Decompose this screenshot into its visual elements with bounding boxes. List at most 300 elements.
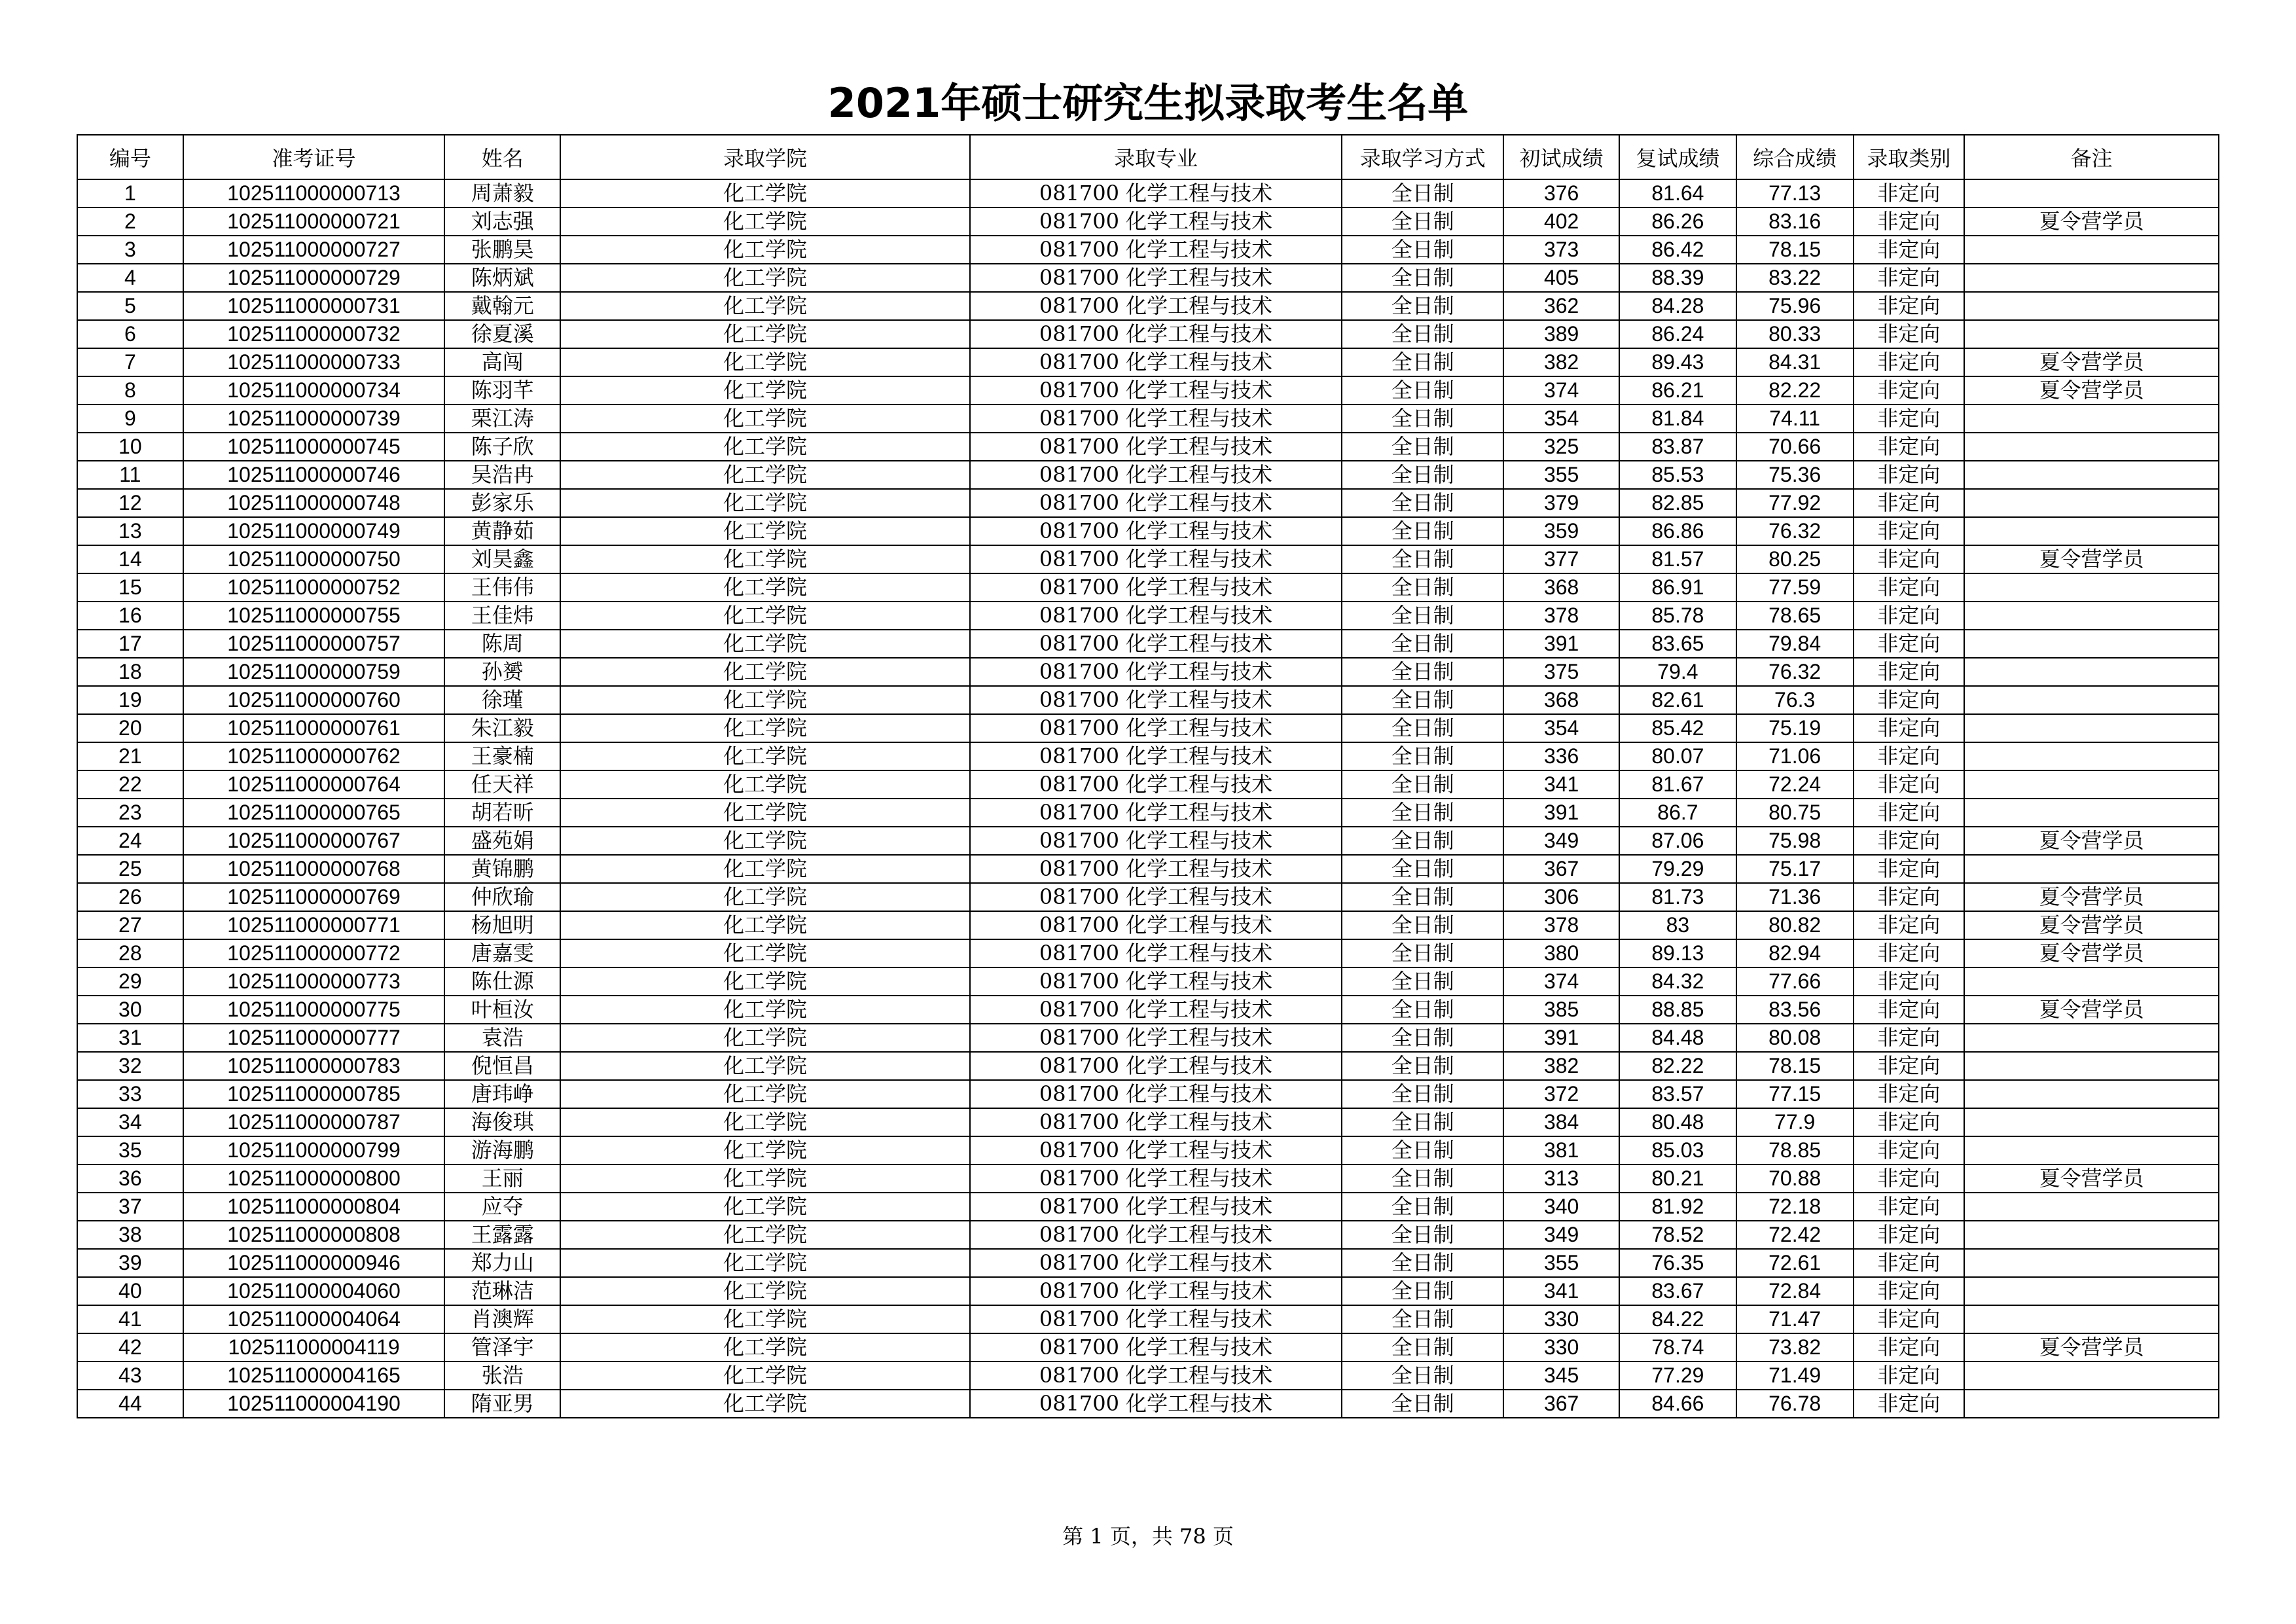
cell-study-mode: 全日制 xyxy=(1342,1333,1503,1362)
cell-exam-id: 102511000000745 xyxy=(183,433,445,461)
cell-remark xyxy=(1964,433,2219,461)
cell-study-mode: 全日制 xyxy=(1342,348,1503,376)
cell-name: 陈羽芊 xyxy=(444,376,560,405)
cell-remark xyxy=(1964,517,2219,545)
cell-number: 43 xyxy=(77,1362,183,1390)
cell-category: 非定向 xyxy=(1854,208,1965,236)
cell-number: 20 xyxy=(77,714,183,742)
cell-remark xyxy=(1964,686,2219,714)
header-remark: 备注 xyxy=(1964,135,2219,179)
cell-college: 化工学院 xyxy=(560,799,970,827)
cell-remark xyxy=(1964,1080,2219,1108)
cell-name: 范琳洁 xyxy=(444,1277,560,1305)
cell-major: 081700 化学工程与技术 xyxy=(970,1390,1342,1418)
header-exam-id: 准考证号 xyxy=(183,135,445,179)
cell-total-score: 79.84 xyxy=(1736,630,1854,658)
cell-study-mode: 全日制 xyxy=(1342,1164,1503,1193)
cell-remark xyxy=(1964,1277,2219,1305)
table-row xyxy=(77,911,2219,939)
cell-category: 非定向 xyxy=(1854,489,1965,517)
cell-major: 081700 化学工程与技术 xyxy=(970,1193,1342,1221)
cell-major: 081700 化学工程与技术 xyxy=(970,1024,1342,1052)
cell-number: 17 xyxy=(77,630,183,658)
cell-prelim-score: 330 xyxy=(1503,1305,1619,1333)
cell-remark xyxy=(1964,658,2219,686)
cell-remark xyxy=(1964,770,2219,799)
cell-category: 非定向 xyxy=(1854,1080,1965,1108)
cell-prelim-score: 402 xyxy=(1503,208,1619,236)
cell-prelim-score: 382 xyxy=(1503,348,1619,376)
cell-prelim-score: 374 xyxy=(1503,376,1619,405)
header-prelim-score: 初试成绩 xyxy=(1503,135,1619,179)
cell-name: 胡若昕 xyxy=(444,799,560,827)
cell-exam-id: 102511000000772 xyxy=(183,939,445,967)
cell-total-score: 83.22 xyxy=(1736,264,1854,292)
table-row xyxy=(77,1249,2219,1277)
cell-exam-id: 102511000000808 xyxy=(183,1221,445,1249)
cell-exam-id: 102511000000713 xyxy=(183,179,445,208)
cell-category: 非定向 xyxy=(1854,1052,1965,1080)
table-row xyxy=(77,630,2219,658)
cell-total-score: 76.78 xyxy=(1736,1390,1854,1418)
cell-number: 2 xyxy=(77,208,183,236)
cell-retest-score: 83.87 xyxy=(1619,433,1736,461)
header-study-mode: 录取学习方式 xyxy=(1342,135,1503,179)
cell-number: 38 xyxy=(77,1221,183,1249)
cell-college: 化工学院 xyxy=(560,1108,970,1136)
table-row xyxy=(77,939,2219,967)
cell-number: 11 xyxy=(77,461,183,489)
cell-total-score: 71.47 xyxy=(1736,1305,1854,1333)
cell-major: 081700 化学工程与技术 xyxy=(970,1136,1342,1164)
cell-prelim-score: 391 xyxy=(1503,1024,1619,1052)
table-row xyxy=(77,967,2219,996)
cell-exam-id: 102511000000777 xyxy=(183,1024,445,1052)
cell-total-score: 80.08 xyxy=(1736,1024,1854,1052)
cell-total-score: 72.24 xyxy=(1736,770,1854,799)
cell-prelim-score: 372 xyxy=(1503,1080,1619,1108)
cell-remark xyxy=(1964,179,2219,208)
cell-study-mode: 全日制 xyxy=(1342,855,1503,883)
cell-remark xyxy=(1964,461,2219,489)
cell-retest-score: 86.24 xyxy=(1619,320,1736,348)
cell-category: 非定向 xyxy=(1854,1024,1965,1052)
cell-category: 非定向 xyxy=(1854,855,1965,883)
cell-retest-score: 80.21 xyxy=(1619,1164,1736,1193)
cell-remark: 夏令营学员 xyxy=(1964,883,2219,911)
table-row xyxy=(77,573,2219,602)
cell-number: 15 xyxy=(77,573,183,602)
cell-study-mode: 全日制 xyxy=(1342,179,1503,208)
cell-remark: 夏令营学员 xyxy=(1964,996,2219,1024)
cell-study-mode: 全日制 xyxy=(1342,1362,1503,1390)
cell-remark xyxy=(1964,573,2219,602)
table-row xyxy=(77,1164,2219,1193)
cell-total-score: 77.15 xyxy=(1736,1080,1854,1108)
cell-category: 非定向 xyxy=(1854,405,1965,433)
header-name: 姓名 xyxy=(444,135,560,179)
cell-study-mode: 全日制 xyxy=(1342,292,1503,320)
cell-exam-id: 102511000000767 xyxy=(183,827,445,855)
cell-remark: 夏令营学员 xyxy=(1964,1333,2219,1362)
cell-major: 081700 化学工程与技术 xyxy=(970,405,1342,433)
cell-major: 081700 化学工程与技术 xyxy=(970,911,1342,939)
cell-name: 吴浩冉 xyxy=(444,461,560,489)
cell-exam-id: 102511000004060 xyxy=(183,1277,445,1305)
cell-college: 化工学院 xyxy=(560,1024,970,1052)
cell-retest-score: 89.43 xyxy=(1619,348,1736,376)
cell-total-score: 71.06 xyxy=(1736,742,1854,770)
cell-major: 081700 化学工程与技术 xyxy=(970,714,1342,742)
cell-name: 唐嘉雯 xyxy=(444,939,560,967)
cell-remark xyxy=(1964,320,2219,348)
cell-category: 非定向 xyxy=(1854,1333,1965,1362)
cell-remark xyxy=(1964,405,2219,433)
cell-category: 非定向 xyxy=(1854,799,1965,827)
cell-name: 徐夏溪 xyxy=(444,320,560,348)
cell-number: 40 xyxy=(77,1277,183,1305)
cell-number: 25 xyxy=(77,855,183,883)
cell-total-score: 78.15 xyxy=(1736,1052,1854,1080)
cell-study-mode: 全日制 xyxy=(1342,517,1503,545)
cell-remark xyxy=(1964,1052,2219,1080)
cell-name: 黄锦鹏 xyxy=(444,855,560,883)
cell-college: 化工学院 xyxy=(560,1164,970,1193)
cell-study-mode: 全日制 xyxy=(1342,742,1503,770)
cell-name: 高闯 xyxy=(444,348,560,376)
cell-remark xyxy=(1964,799,2219,827)
cell-study-mode: 全日制 xyxy=(1342,714,1503,742)
table-row xyxy=(77,799,2219,827)
cell-prelim-score: 382 xyxy=(1503,1052,1619,1080)
cell-category: 非定向 xyxy=(1854,376,1965,405)
table-row xyxy=(77,742,2219,770)
cell-exam-id: 102511000000749 xyxy=(183,517,445,545)
cell-college: 化工学院 xyxy=(560,1249,970,1277)
table-row xyxy=(77,883,2219,911)
cell-college: 化工学院 xyxy=(560,967,970,996)
cell-retest-score: 86.7 xyxy=(1619,799,1736,827)
cell-number: 13 xyxy=(77,517,183,545)
cell-name: 彭家乐 xyxy=(444,489,560,517)
cell-college: 化工学院 xyxy=(560,714,970,742)
cell-study-mode: 全日制 xyxy=(1342,799,1503,827)
cell-study-mode: 全日制 xyxy=(1342,602,1503,630)
cell-study-mode: 全日制 xyxy=(1342,911,1503,939)
cell-retest-score: 85.42 xyxy=(1619,714,1736,742)
cell-major: 081700 化学工程与技术 xyxy=(970,996,1342,1024)
cell-name: 刘昊鑫 xyxy=(444,545,560,573)
cell-name: 管泽宇 xyxy=(444,1333,560,1362)
header-major: 录取专业 xyxy=(970,135,1342,179)
cell-prelim-score: 391 xyxy=(1503,799,1619,827)
cell-retest-score: 82.85 xyxy=(1619,489,1736,517)
cell-total-score: 75.36 xyxy=(1736,461,1854,489)
cell-number: 1 xyxy=(77,179,183,208)
cell-college: 化工学院 xyxy=(560,405,970,433)
cell-retest-score: 82.22 xyxy=(1619,1052,1736,1080)
cell-name: 朱江毅 xyxy=(444,714,560,742)
cell-number: 37 xyxy=(77,1193,183,1221)
cell-remark xyxy=(1964,1193,2219,1221)
cell-total-score: 82.94 xyxy=(1736,939,1854,967)
cell-college: 化工学院 xyxy=(560,1052,970,1080)
cell-total-score: 76.32 xyxy=(1736,658,1854,686)
cell-retest-score: 89.13 xyxy=(1619,939,1736,967)
cell-number: 27 xyxy=(77,911,183,939)
table-row xyxy=(77,996,2219,1024)
cell-major: 081700 化学工程与技术 xyxy=(970,799,1342,827)
cell-name: 王豪楠 xyxy=(444,742,560,770)
cell-name: 王露露 xyxy=(444,1221,560,1249)
cell-remark: 夏令营学员 xyxy=(1964,1164,2219,1193)
cell-number: 26 xyxy=(77,883,183,911)
cell-total-score: 75.98 xyxy=(1736,827,1854,855)
cell-remark xyxy=(1964,602,2219,630)
cell-retest-score: 84.32 xyxy=(1619,967,1736,996)
table-row xyxy=(77,855,2219,883)
cell-number: 30 xyxy=(77,996,183,1024)
cell-major: 081700 化学工程与技术 xyxy=(970,1221,1342,1249)
cell-name: 游海鹏 xyxy=(444,1136,560,1164)
cell-remark: 夏令营学员 xyxy=(1964,827,2219,855)
cell-category: 非定向 xyxy=(1854,996,1965,1024)
cell-study-mode: 全日制 xyxy=(1342,967,1503,996)
cell-name: 倪恒昌 xyxy=(444,1052,560,1080)
cell-retest-score: 82.61 xyxy=(1619,686,1736,714)
cell-college: 化工学院 xyxy=(560,376,970,405)
cell-category: 非定向 xyxy=(1854,348,1965,376)
cell-category: 非定向 xyxy=(1854,686,1965,714)
cell-study-mode: 全日制 xyxy=(1342,1080,1503,1108)
cell-study-mode: 全日制 xyxy=(1342,1305,1503,1333)
cell-remark xyxy=(1964,1305,2219,1333)
cell-major: 081700 化学工程与技术 xyxy=(970,1305,1342,1333)
cell-retest-score: 86.26 xyxy=(1619,208,1736,236)
table-row xyxy=(77,1305,2219,1333)
cell-prelim-score: 367 xyxy=(1503,1390,1619,1418)
cell-total-score: 77.59 xyxy=(1736,573,1854,602)
cell-major: 081700 化学工程与技术 xyxy=(970,1277,1342,1305)
cell-college: 化工学院 xyxy=(560,461,970,489)
cell-number: 33 xyxy=(77,1080,183,1108)
cell-total-score: 78.15 xyxy=(1736,236,1854,264)
cell-total-score: 76.3 xyxy=(1736,686,1854,714)
cell-college: 化工学院 xyxy=(560,1221,970,1249)
cell-category: 非定向 xyxy=(1854,911,1965,939)
cell-name: 肖澳辉 xyxy=(444,1305,560,1333)
cell-total-score: 72.18 xyxy=(1736,1193,1854,1221)
cell-retest-score: 86.42 xyxy=(1619,236,1736,264)
cell-category: 非定向 xyxy=(1854,1193,1965,1221)
cell-number: 29 xyxy=(77,967,183,996)
cell-name: 隋亚男 xyxy=(444,1390,560,1418)
cell-remark xyxy=(1964,967,2219,996)
cell-exam-id: 102511000000729 xyxy=(183,264,445,292)
cell-remark xyxy=(1964,489,2219,517)
cell-college: 化工学院 xyxy=(560,770,970,799)
table-row xyxy=(77,1024,2219,1052)
cell-total-score: 83.56 xyxy=(1736,996,1854,1024)
cell-name: 陈周 xyxy=(444,630,560,658)
cell-prelim-score: 340 xyxy=(1503,1193,1619,1221)
cell-study-mode: 全日制 xyxy=(1342,630,1503,658)
cell-exam-id: 102511000000775 xyxy=(183,996,445,1024)
cell-retest-score: 78.74 xyxy=(1619,1333,1736,1362)
cell-total-score: 80.82 xyxy=(1736,911,1854,939)
cell-prelim-score: 381 xyxy=(1503,1136,1619,1164)
cell-category: 非定向 xyxy=(1854,1108,1965,1136)
cell-category: 非定向 xyxy=(1854,602,1965,630)
cell-prelim-score: 306 xyxy=(1503,883,1619,911)
cell-name: 叶桓汝 xyxy=(444,996,560,1024)
cell-retest-score: 83.65 xyxy=(1619,630,1736,658)
page-title: 2021年硕士研究生拟录取考生名单 xyxy=(827,79,1469,127)
cell-remark xyxy=(1964,855,2219,883)
cell-category: 非定向 xyxy=(1854,827,1965,855)
cell-college: 化工学院 xyxy=(560,855,970,883)
cell-exam-id: 102511000000748 xyxy=(183,489,445,517)
cell-retest-score: 84.22 xyxy=(1619,1305,1736,1333)
table-row xyxy=(77,292,2219,320)
cell-major: 081700 化学工程与技术 xyxy=(970,433,1342,461)
cell-retest-score: 80.48 xyxy=(1619,1108,1736,1136)
cell-remark xyxy=(1964,630,2219,658)
table-row xyxy=(77,376,2219,405)
cell-study-mode: 全日制 xyxy=(1342,545,1503,573)
cell-major: 081700 化学工程与技术 xyxy=(970,461,1342,489)
cell-college: 化工学院 xyxy=(560,827,970,855)
cell-total-score: 70.88 xyxy=(1736,1164,1854,1193)
cell-total-score: 80.25 xyxy=(1736,545,1854,573)
cell-category: 非定向 xyxy=(1854,714,1965,742)
cell-college: 化工学院 xyxy=(560,911,970,939)
cell-study-mode: 全日制 xyxy=(1342,573,1503,602)
cell-remark xyxy=(1964,1362,2219,1390)
cell-category: 非定向 xyxy=(1854,630,1965,658)
cell-major: 081700 化学工程与技术 xyxy=(970,1052,1342,1080)
cell-prelim-score: 378 xyxy=(1503,911,1619,939)
cell-college: 化工学院 xyxy=(560,1193,970,1221)
cell-exam-id: 102511000000746 xyxy=(183,461,445,489)
cell-category: 非定向 xyxy=(1854,517,1965,545)
cell-retest-score: 83.67 xyxy=(1619,1277,1736,1305)
cell-major: 081700 化学工程与技术 xyxy=(970,602,1342,630)
cell-college: 化工学院 xyxy=(560,1305,970,1333)
cell-prelim-score: 374 xyxy=(1503,967,1619,996)
cell-total-score: 71.49 xyxy=(1736,1362,1854,1390)
cell-prelim-score: 389 xyxy=(1503,320,1619,348)
cell-number: 7 xyxy=(77,348,183,376)
cell-number: 4 xyxy=(77,264,183,292)
cell-exam-id: 102511000000727 xyxy=(183,236,445,264)
cell-retest-score: 86.21 xyxy=(1619,376,1736,405)
table-row xyxy=(77,770,2219,799)
cell-college: 化工学院 xyxy=(560,348,970,376)
cell-number: 44 xyxy=(77,1390,183,1418)
cell-major: 081700 化学工程与技术 xyxy=(970,208,1342,236)
cell-major: 081700 化学工程与技术 xyxy=(970,658,1342,686)
cell-study-mode: 全日制 xyxy=(1342,1390,1503,1418)
cell-exam-id: 102511000000764 xyxy=(183,770,445,799)
admission-table xyxy=(77,134,2219,1418)
cell-exam-id: 102511000000785 xyxy=(183,1080,445,1108)
cell-remark: 夏令营学员 xyxy=(1964,376,2219,405)
cell-exam-id: 102511000000762 xyxy=(183,742,445,770)
cell-study-mode: 全日制 xyxy=(1342,1193,1503,1221)
cell-retest-score: 85.03 xyxy=(1619,1136,1736,1164)
table-row xyxy=(77,405,2219,433)
cell-prelim-score: 325 xyxy=(1503,433,1619,461)
cell-retest-score: 79.4 xyxy=(1619,658,1736,686)
cell-number: 16 xyxy=(77,602,183,630)
cell-study-mode: 全日制 xyxy=(1342,1221,1503,1249)
cell-category: 非定向 xyxy=(1854,1277,1965,1305)
cell-study-mode: 全日制 xyxy=(1342,883,1503,911)
cell-category: 非定向 xyxy=(1854,770,1965,799)
table-row xyxy=(77,179,2219,208)
table-row xyxy=(77,545,2219,573)
cell-college: 化工学院 xyxy=(560,939,970,967)
cell-major: 081700 化学工程与技术 xyxy=(970,827,1342,855)
cell-prelim-score: 362 xyxy=(1503,292,1619,320)
cell-retest-score: 87.06 xyxy=(1619,827,1736,855)
table-row xyxy=(77,1052,2219,1080)
cell-college: 化工学院 xyxy=(560,1390,970,1418)
cell-major: 081700 化学工程与技术 xyxy=(970,320,1342,348)
cell-prelim-score: 354 xyxy=(1503,405,1619,433)
cell-number: 5 xyxy=(77,292,183,320)
cell-category: 非定向 xyxy=(1854,573,1965,602)
cell-study-mode: 全日制 xyxy=(1342,1249,1503,1277)
header-number: 编号 xyxy=(77,135,183,179)
cell-name: 栗江涛 xyxy=(444,405,560,433)
cell-category: 非定向 xyxy=(1854,433,1965,461)
cell-retest-score: 88.39 xyxy=(1619,264,1736,292)
cell-major: 081700 化学工程与技术 xyxy=(970,1333,1342,1362)
cell-category: 非定向 xyxy=(1854,461,1965,489)
cell-number: 10 xyxy=(77,433,183,461)
header-retest-score: 复试成绩 xyxy=(1619,135,1736,179)
cell-number: 23 xyxy=(77,799,183,827)
cell-total-score: 70.66 xyxy=(1736,433,1854,461)
header-college: 录取学院 xyxy=(560,135,970,179)
cell-study-mode: 全日制 xyxy=(1342,433,1503,461)
cell-remark: 夏令营学员 xyxy=(1964,208,2219,236)
cell-major: 081700 化学工程与技术 xyxy=(970,376,1342,405)
cell-major: 081700 化学工程与技术 xyxy=(970,742,1342,770)
table-header-row xyxy=(77,135,2219,179)
cell-study-mode: 全日制 xyxy=(1342,1052,1503,1080)
cell-exam-id: 102511000000800 xyxy=(183,1164,445,1193)
table-row xyxy=(77,1277,2219,1305)
table-row xyxy=(77,208,2219,236)
cell-prelim-score: 368 xyxy=(1503,573,1619,602)
cell-total-score: 74.11 xyxy=(1736,405,1854,433)
table-row xyxy=(77,1390,2219,1418)
header-total-score: 综合成绩 xyxy=(1736,135,1854,179)
cell-prelim-score: 375 xyxy=(1503,658,1619,686)
page-footer: 第 1 页，共 78 页 xyxy=(1062,1524,1234,1549)
cell-major: 081700 化学工程与技术 xyxy=(970,236,1342,264)
table-row xyxy=(77,489,2219,517)
cell-retest-score: 84.66 xyxy=(1619,1390,1736,1418)
cell-exam-id: 102511000000946 xyxy=(183,1249,445,1277)
table-row xyxy=(77,320,2219,348)
cell-retest-score: 81.67 xyxy=(1619,770,1736,799)
cell-retest-score: 84.28 xyxy=(1619,292,1736,320)
cell-total-score: 77.9 xyxy=(1736,1108,1854,1136)
